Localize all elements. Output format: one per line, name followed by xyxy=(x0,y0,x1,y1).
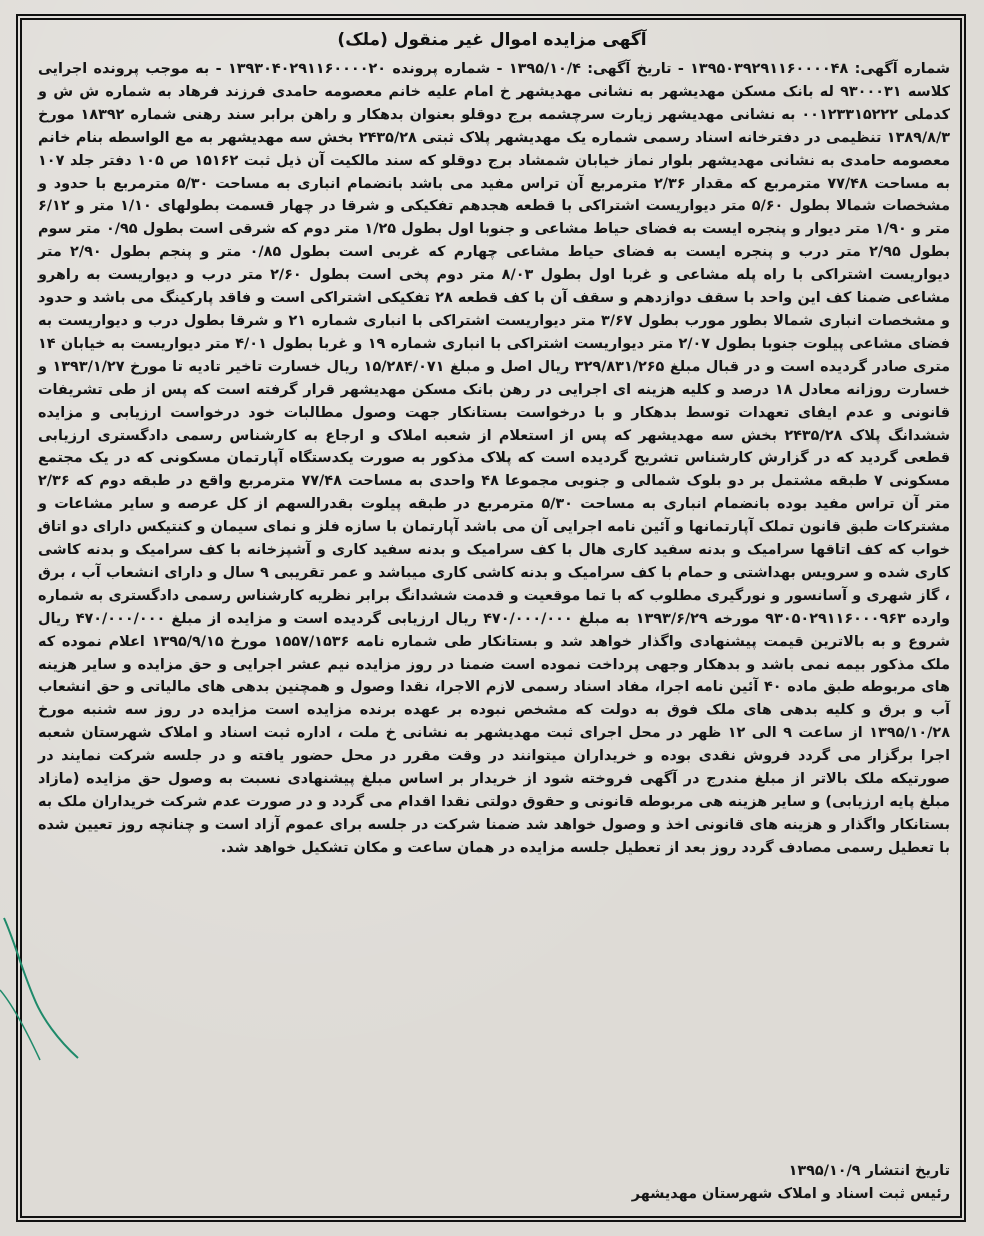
notice-body: شماره آگهی: ۱۳۹۵۰۳۹۲۹۱۱۶۰۰۰۰۴۸ - تاریخ آگهی: ۱۳۹۵/۱۰/۴ - شماره پرونده ۱۳۹۳۰۴۰۲۹۱۱۶۰۰۰۰۲۰ - به موجب پرونده اجرایی کلاسه ۹۳۰۰۰۳۱ له بانک مسکن مهدیشهر به نشانی مهدیشهر خ امام علیه خانم معصومه حامدی فرزند فرهاد به شماره ش ش و کدملی ۰۰۱۲۳۳۱۵۲۲۲ به نشانی مهدیشهر زیارت سرچشمه برج دوقلو بعنوان بدهکار و راهن برابر سند رهنی شماره ۱۸۳۹۲ مورخ ۱۳۸۹/۸/۳ تنظیمی در دفترخانه اسناد رسمی شماره یک مهدیشهر پلاک ثبتی ۲۴۳۵/۲۸ بخش سه مهدیشهر به مع الواسطه بنام خانم معصومه حامدی به نشانی مهدیشهر بلوار نماز خیابان شمشاد برج دوقلو که سند مالکیت آن ذیل ثبت ۱۵۱۶۲ ص ۱۰۵ دفتر جلد ۱۰۷ به مساحت ۷۷/۴۸ مترمربع که مقدار ۲/۳۶ مترمربع آن تراس مفید می باشد بانضمام انباری به مساحت ۵/۳۰ مترمربع با حدود و مشخصات شمالا بطول ۵/۶۰ متر دیواریست اشتراکی با قطعه هجدهم تفکیکی و شرقا در چهار قسمت بطولهای ۱/۱۰ متر و ۶/۱۲ متر و ۱/۹۰ متر دیوار و پنجره ایست به فضای حیاط مشاعی و جنوبا اول بطول ۱/۲۵ متر دوم که شرقی است بطول ۰/۹۵ متر سوم بطول ۲/۹۵ متر درب و پنجره ایست به فضای حیاط مشاعی چهارم که غربی است بطول ۰/۸۵ متر و پنجم بطول ۲/۹۰ متر دیواریست اشتراکی با راه پله مشاعی و غربا اول بطول ۸/۰۳ متر دوم پخی است بطول ۲/۶۰ متر درب و دیواریست به راهرو مشاعی ضمنا کف این واحد با سقف دوازدهم و سقف آن با کف قطعه ۲۸ تفکیکی اشتراکی است و فاقد پارکینگ می باشد و حدود و مشخصات انباری شمالا بطور مورب بطول ۳/۶۷ متر دیواریست اشتراکی با انباری شماره ۲۱ و شرقا بطول درب و دیواریست به فضای مشاعی پیلوت جنوبا بطول ۲/۰۷ متر دیواریست اشتراکی با انباری شماره ۱۹ و غربا بطول ۴/۰۱ متر دیواریست به خیابان ۱۴ متری صادر گردیده است و در قبال مبلغ ۳۲۹/۸۳۱/۲۶۵ ریال اصل و مبلغ ۱۵/۲۸۴/۰۷۱ ریال خسارت تاخیر تادیه تا مورخ ۱۳۹۳/۱/۲۷ و خسارت روزانه معادل ۱۸ درصد و کلیه هزینه ای اجرایی در رهن بانک مسکن مهدیشهر قرار گرفته است که پس از طی تشریفات قانونی و عدم ایفای تعهدات توسط بدهکار و با درخواست بستانکار جهت وصول مطالبات خود درخواست ارزیابی و مزایده ششدانگ پلاک ۲۴۳۵/۲۸ بخش سه مهدیشهر که پس از استعلام از شعبه املاک و ارجاع به کارشناس رسمی دادگستری ارزیابی قطعی گردید که در گزارش کارشناس تشریح گردیده است که پلاک مذکور به صورت یکدستگاه آپارتمان مسکونی که در یک مجتمع مسکونی ۷ طبقه مشتمل بر دو بلوک شمالی و جنوبی مجموعا ۴۸ واحدی به مساحت ۷۷/۴۸ مترمربع واقع در طبقه دوم که ۲/۳۶ متر آن تراس مفید بوده بانضمام انباری به مساحت ۵/۳۰ مترمربع در طبقه پیلوت بقدرالسهم از کل عرصه و سایر مشاعات و مشترکات طبق قانون تملک آپارتمانها و آئین نامه اجرایی آن می باشد آپارتمان با سازه فلز و نمای سیمان و کنتیکس دارای دو اتاق خواب که کف اتاقها سرامیک و بدنه سفید کاری هال با کف سرامیک و بدنه سفید کاری و آشپزخانه با کف سرامیک و بدنه کاشی کاری شده و سرویس بهداشتی و حمام با کف سرامیک و بدنه کاشی کاری میباشد و عمر تقریبی ۹ سال و دارای انشعاب آب ، برق ، گاز شهری و آسانسور و نورگیری مطلوب که با تما موقعیت و قدمت ششدانگ برابر نظریه کارشناس رسمی دادگستری به شماره وارده ۹۳۰۵۰۲۹۱۱۶۰۰۰۹۶۳ مورخه ۱۳۹۳/۶/۲۹ به مبلغ ۴۷۰/۰۰۰/۰۰۰ ریال ارزیابی گردیده است و مزایده از مبلغ ۴۷۰/۰۰۰/۰۰۰ ریال شروع و به بالاترین قیمت پیشنهادی واگذار خواهد شد و بستانکار طی شماره نامه ۱۵۵۷/۱۵۳۶ مورخ ۱۳۹۵/۹/۱۵ اعلام نموده که ملک مذکور بیمه نمی باشد و بدهکار وجهی پرداخت نموده است ضمنا در روز مزایده نیم عشر اجرایی و حق مزایده و سایر هزینه های مربوطه طبق ماده ۴۰ آئین نامه اجرا، مفاد اسناد رسمی لازم الاجرا، نقدا وصول و همچنین بدهی های مالیاتی و حق انشعاب آب و برق و کلیه بدهی های ملک فوق به دولت که مشخص نبوده بر عهده برنده مزایده است مزایده در روز سه شنبه مورخ ۱۳۹۵/۱۰/۲۸ از ساعت ۹ الی ۱۲ ظهر در محل اجرای ثبت مهدیشهر به نشانی خ ملت ، اداره ثبت اسناد و املاک شهرستان شعبه اجرا برگزار می گردد فروش نقدی بوده و خریداران میتوانند در وقت مقرر در محل حضور یافته و در جلسه شرکت نمایند در صورتیکه ملک بالاتر از مبلغ مندرج در آگهی فروخته شود از خریدار بر اساس مبلغ پیشنهادی نسبت به وصول حق مزایده (مازاد مبلغ پایه ارزیابی) و سایر هزینه هی مربوطه قانونی و حقوق دولتی نقدا اقدام می گردد و در صورت عدم شرکت خریداران ملک به بستانکار واگذار و هزینه های قانونی اخذ و وصول خواهد شد ضمنا شرکت در جلسه برای عموم آزاد است و چنانچه روز تعیین شده با تعطیل رسمی مصادف گردد روز بعد از تعطیل جلسه مزایده در همان ساعت و مکان تشکیل خواهد شد. xyxy=(38,61,951,856)
notice-title: آگهی مزایده اموال غیر منقول (ملک) xyxy=(337,30,647,50)
publish-date: تاریخ انتشار ۱۳۹۵/۱۰/۹ xyxy=(788,1163,950,1179)
signature-line: رئیس ثبت اسناد و املاک شهرستان مهدیشهر xyxy=(631,1186,950,1202)
